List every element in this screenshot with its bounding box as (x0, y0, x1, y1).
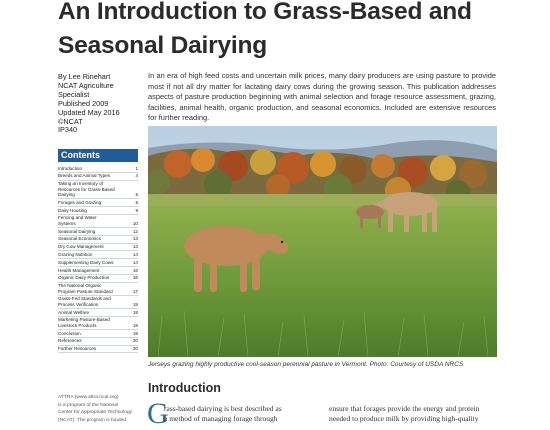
toc-entry-label: Introduction (58, 165, 83, 171)
toc-entry-page: 10 (132, 220, 138, 226)
attra-line: (NCAT). The program is funded (58, 417, 127, 423)
body-line: rass-based dairying is best described as (164, 404, 282, 413)
toc-entry-page: 14 (132, 251, 138, 257)
toc-entry-label: Fencing and Water Systems (58, 215, 97, 226)
meta-line: ©NCAT (58, 116, 83, 126)
toc-entry[interactable] (58, 207, 138, 215)
toc-entry[interactable] (58, 275, 138, 283)
introduction-heading: Introduction (148, 381, 221, 395)
toc-entry[interactable] (58, 244, 138, 252)
toc-entry-page: 5 (135, 192, 138, 197)
toc-entry-page: 12 (132, 228, 138, 234)
body-line: needed to produce milk by providing high-quality (329, 413, 479, 423)
meta-line: Updated May 2016 (58, 107, 120, 117)
toc-entry-label: Seasonal Economics (58, 236, 101, 242)
toc-entry-page: 19 (132, 301, 138, 307)
toc-entry[interactable] (58, 309, 138, 317)
toc-entry[interactable] (58, 173, 138, 181)
contents-list (58, 165, 138, 353)
toc-entry[interactable] (58, 330, 138, 338)
toc-entry-label: Seasonal Dairying (58, 228, 96, 234)
toc-entry-label: Health Management (58, 267, 100, 273)
meta-line: Specialist (58, 89, 90, 99)
toc-entry[interactable] (58, 338, 138, 346)
toc-entry-label: Supplementing Dairy Cows (58, 259, 114, 265)
toc-entry[interactable] (58, 199, 138, 207)
toc-entry[interactable] (58, 236, 138, 244)
toc-entry-page: 9 (135, 207, 138, 213)
toc-entry-label: Forages and Grazing (58, 199, 102, 205)
contents-header: Contents (58, 149, 138, 162)
abstract-paragraph: In an era of high feed costs and uncertain milk prices, many dairy producers are using pasture to provide most if not all dry matter for lactating dairy cows during the growing season. This publication addresses aspects of pasture production beginning with animal selection and forage resource assessment, grazing, facilities, animal health, organic production, and seasonal economics. Included are extensive resources for further reading. (148, 71, 496, 123)
toc-entry[interactable] (58, 228, 138, 236)
toc-entry-label: Taking an Inventory of Resources for Grass-Based Dairying (58, 181, 115, 197)
toc-entry-page: 16 (132, 275, 138, 281)
toc-entry-page: 20 (132, 338, 138, 344)
toc-entry[interactable] (58, 251, 138, 259)
toc-entry-label: Organic Dairy Production (58, 275, 110, 281)
attra-line: Center for Appropriate Technology (58, 410, 133, 416)
toc-entry[interactable] (58, 215, 138, 228)
toc-entry-label: Breeds and Animal Types (58, 173, 111, 179)
toc-entry-label: Animal Welfare (58, 309, 90, 315)
toc-entry[interactable] (58, 283, 138, 296)
toc-entry[interactable] (58, 317, 138, 330)
toc-entry-page: 13 (132, 236, 138, 242)
toc-entry[interactable] (58, 267, 138, 275)
meta-line: By Lee Rinehart (58, 72, 111, 81)
toc-entry-page: 19 (132, 309, 138, 315)
attra-note (58, 394, 138, 424)
attra-line: ATTRA (www.attra.ncat.org) (58, 395, 119, 400)
author-info (58, 73, 138, 135)
pasture-photo (148, 126, 497, 357)
meta-line: NCAT Agriculture (58, 80, 114, 90)
toc-entry-page: 19 (132, 322, 138, 328)
title-line-2: Seasonal Dairying (58, 32, 268, 59)
toc-entry[interactable] (58, 296, 138, 309)
toc-entry-page: 5 (135, 199, 138, 205)
attra-line: is a program of the National (58, 402, 119, 408)
toc-entry-page: 17 (132, 288, 138, 294)
toc-entry-label: Dry Cow Management (58, 244, 104, 250)
toc-entry-page: 19 (132, 330, 138, 336)
toc-entry-page: 1 (135, 165, 138, 171)
toc-entry[interactable] (58, 165, 138, 173)
toc-entry[interactable] (58, 346, 138, 354)
document-title (58, 0, 538, 63)
body-line: ensure that forages provide the energy and protein (329, 404, 480, 413)
toc-entry-label: Conclusion (58, 330, 81, 336)
toc-entry-page: 20 (132, 346, 138, 352)
meta-line: IP340 (58, 125, 78, 135)
toc-entry-page: 13 (132, 244, 138, 250)
toc-entry[interactable] (58, 181, 138, 200)
toc-entry-label: Further Resources (58, 346, 97, 352)
body-column-right (329, 404, 499, 424)
toc-entry-page: 14 (132, 259, 138, 265)
toc-entry[interactable] (58, 259, 138, 267)
body-column-left (148, 404, 318, 424)
toc-entry-page: 16 (132, 267, 138, 273)
table-of-contents (58, 149, 138, 353)
drop-cap: G (147, 397, 169, 430)
title-line-1: An Introduction to Grass-Based and (58, 0, 472, 25)
body-line: a method of managing forage through (164, 413, 278, 423)
photo-caption: Jerseys grazing highly productive cool-season perennial pasture in Vermont. Photo: Courtesy of USDA NRCS (148, 361, 464, 368)
toc-entry-label: Grass-Fed Standards and Process Verification (58, 296, 111, 307)
toc-entry-label: Grazing Nutrition (58, 251, 93, 257)
toc-entry-page: 4 (135, 173, 138, 179)
toc-entry-label: Dairy Housing (58, 207, 87, 213)
toc-entry-label: The National Organic Program Pasture Standard (58, 283, 113, 294)
meta-line: Published 2009 (58, 98, 109, 108)
toc-entry-label: References (58, 338, 82, 344)
toc-entry-label: Marketing Pasture-Based Livestock Products (58, 317, 110, 328)
